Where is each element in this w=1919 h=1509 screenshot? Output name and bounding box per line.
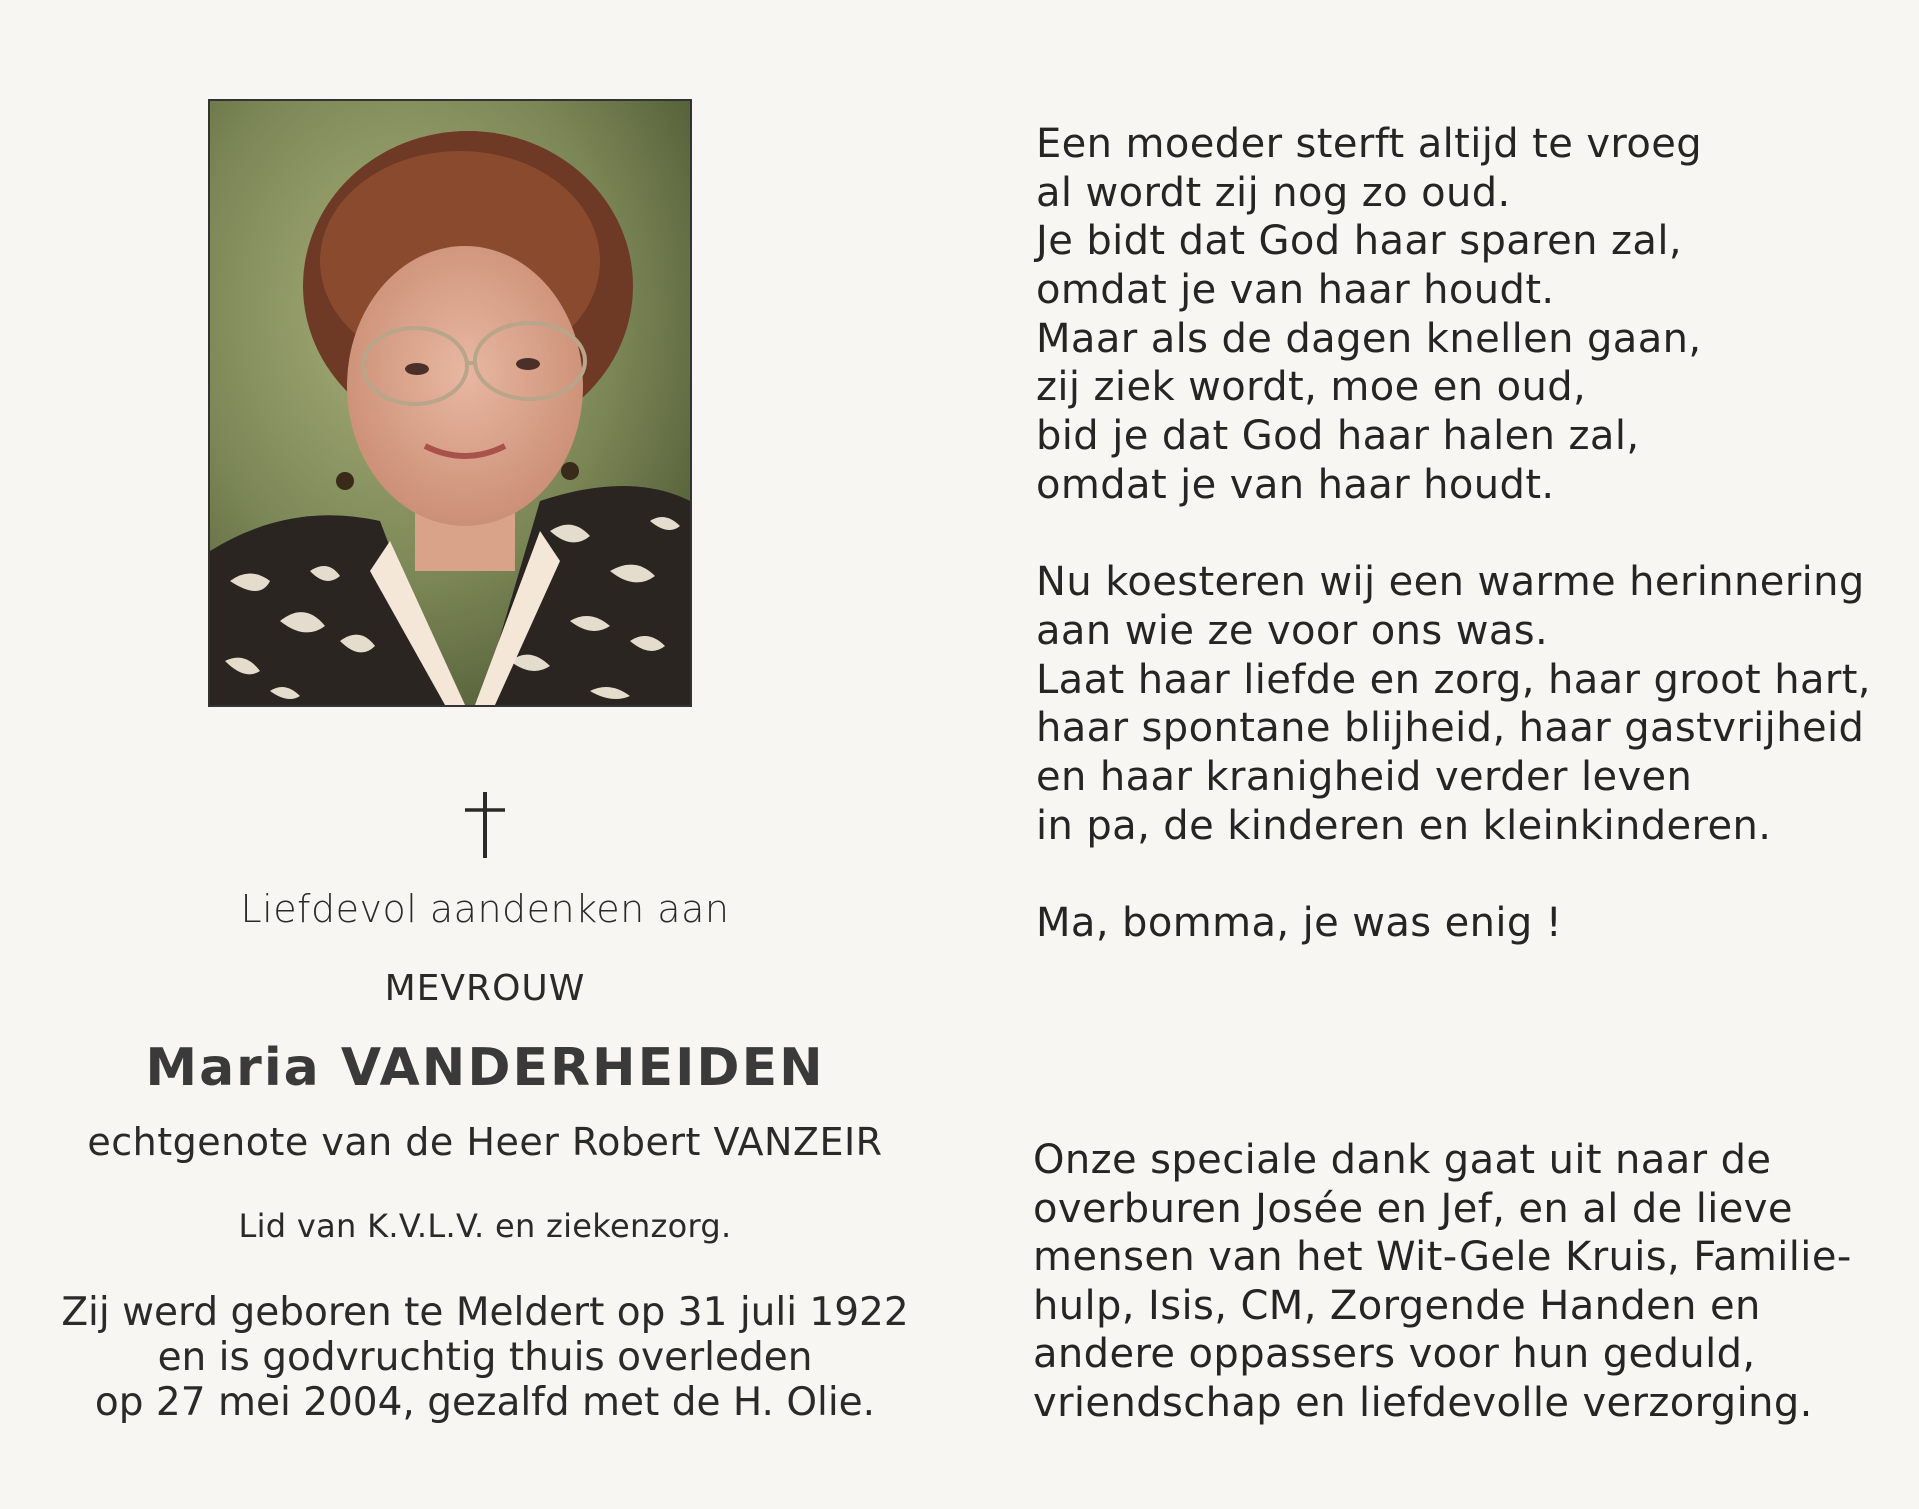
poem-closing: Ma, bomma, je was enig ! (1036, 900, 1563, 946)
poem-line: haar spontane blijheid, haar gastvrijheid (1036, 705, 1865, 752)
thanks-line: Onze speciale dank gaat uit naar de (1033, 1137, 1772, 1183)
poem-stanza-2 (1036, 558, 1896, 850)
thanks-paragraph (1033, 1136, 1893, 1428)
title-text: MEVROUW (384, 968, 586, 1009)
spouse-text: echtgenote van de Heer Robert VANZEIR (87, 1120, 883, 1164)
poem-line: Nu koesteren wij een warme herinnering (1036, 559, 1865, 606)
deceased-name: Maria VANDERHEIDEN (145, 1038, 825, 1098)
membership-text: Lid van K.V.L.V. en ziekenzorg. (238, 1207, 732, 1245)
thanks-line: hulp, Isis, CM, Zorgende Handen en (1033, 1282, 1761, 1329)
anointing-line: op 27 mei 2004, gezalfd met de H. Olie. (94, 1380, 876, 1425)
thanks-line: vriendschap en liefdevolle verzorging. (1033, 1379, 1813, 1426)
poem-line: aan wie ze voor ons was. (1036, 607, 1549, 654)
thanks-line: overburen Josée en Jef, en al de lieve (1033, 1185, 1793, 1232)
poem-stanza-1 (1036, 120, 1896, 510)
poem (1036, 120, 1896, 899)
poem-line: Je bidt dat God haar sparen zal, (1036, 218, 1682, 265)
birth-death-text (60, 1290, 910, 1425)
thanks-line: andere oppassers voor hun geduld, (1033, 1331, 1756, 1378)
poem-line: zij ziek wordt, moe en oud, (1036, 364, 1587, 411)
poem-line: en haar kranigheid verder leven (1036, 753, 1693, 800)
poem-line: omdat je van haar houdt. (1036, 461, 1555, 508)
intro-text: Liefdevol aandenken aan (240, 887, 730, 931)
poem-line: in pa, de kinderen en kleinkinderen. (1036, 802, 1772, 849)
birth-line: Zij werd geboren te Meldert op 31 juli 1922 (61, 1290, 909, 1335)
cross-icon (440, 790, 530, 860)
poem-line: bid je dat God haar halen zal, (1036, 413, 1640, 460)
death-line: en is godvruchtig thuis overleden (157, 1335, 813, 1380)
poem-line: al wordt zij nog zo oud. (1036, 169, 1511, 216)
poem-line: Maar als de dagen knellen gaan, (1036, 315, 1702, 362)
poem-line: Laat haar liefde en zorg, haar groot hart, (1036, 656, 1871, 703)
portrait-photo (208, 99, 692, 707)
thanks-line: mensen van het Wit-Gele Kruis, Familie- (1033, 1234, 1852, 1281)
poem-line: Een moeder sterft altijd te vroeg (1036, 121, 1703, 167)
poem-line: omdat je van haar houdt. (1036, 267, 1555, 314)
